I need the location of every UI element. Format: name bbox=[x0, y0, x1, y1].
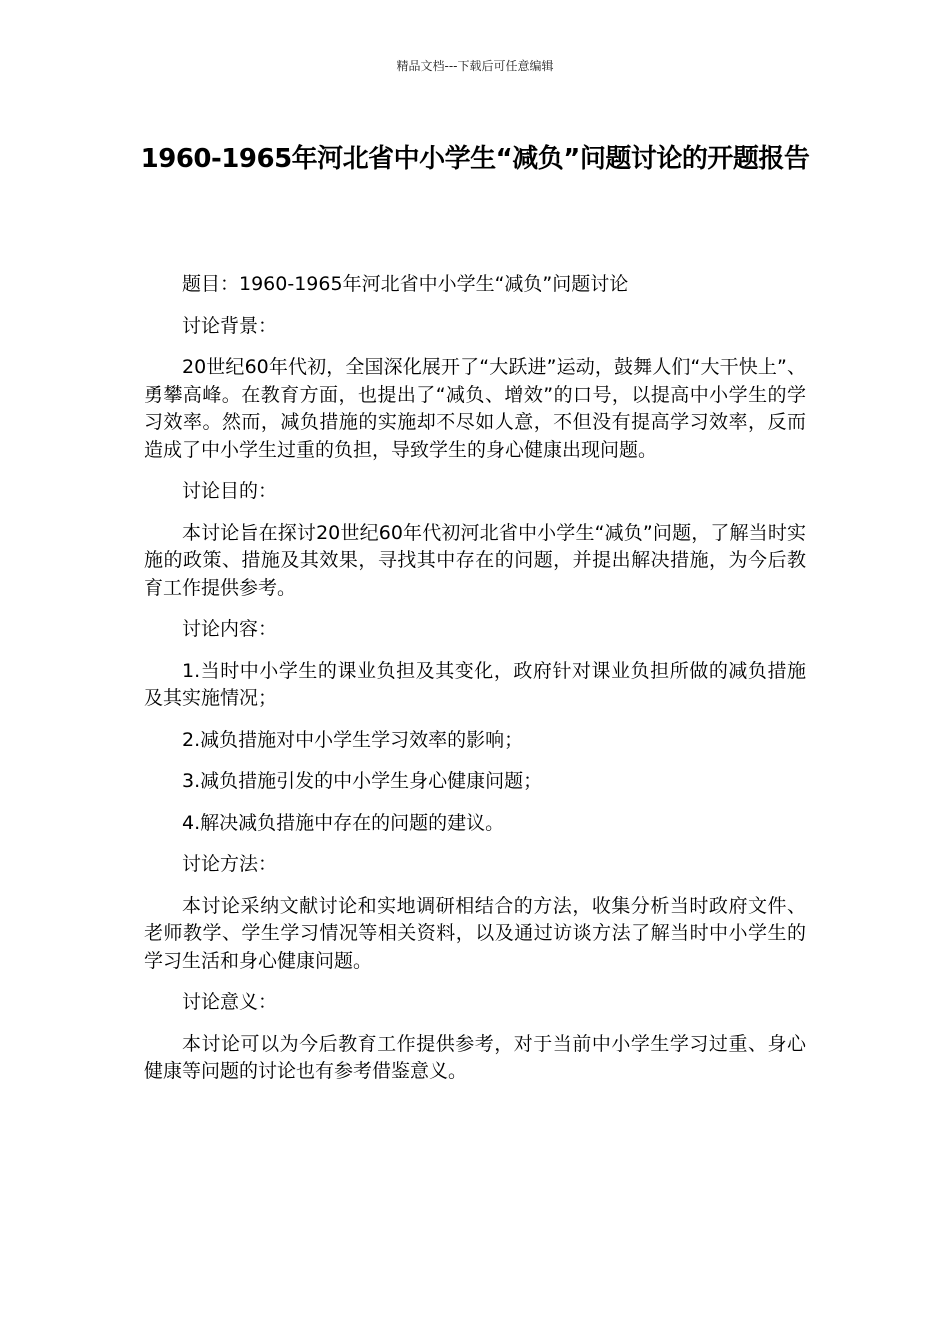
content-item-1: 1.当时中小学生的课业负担及其变化，政府针对课业负担所做的减负措施及其实施情况； bbox=[144, 659, 806, 709]
heading-significance: 讨论意义： bbox=[182, 991, 278, 1013]
heading-method: 讨论方法： bbox=[182, 853, 278, 875]
paragraph-purpose: 本讨论旨在探讨20世纪60年代初河北省中小学生“减负”问题，了解当时实施的政策、措施及其效果，寻找其中存在的问题，并提出解决措施，为今后教育工作提供参考。 bbox=[144, 521, 806, 599]
paragraph-topic: 题目：1960-1965年河北省中小学生“减负”问题讨论 bbox=[182, 273, 629, 295]
paragraph-significance: 本讨论可以为今后教育工作提供参考，对于当前中小学生学习过重、身心健康等问题的讨论也有参考借鉴意义。 bbox=[144, 1032, 806, 1082]
content-item-4: 4.解决减负措施中存在的问题的建议。 bbox=[182, 811, 505, 834]
content-item-2: 2.减负措施对中小学生学习效率的影响； bbox=[182, 728, 524, 751]
paragraph-background: 20世纪60年代初，全国深化展开了“大跃进”运动，鼓舞人们“大干快上”、勇攀高峰。在教育方面，也提出了“减负、增效”的口号，以提高中小学生的学习效率。然而，减负措施的实施却不尽如人意，不但没有提高学习效率，反而造成了中小学生过重的负担，导致学生的身心健康出现问题。 bbox=[144, 356, 806, 461]
heading-purpose: 讨论目的： bbox=[182, 480, 278, 502]
heading-content: 讨论内容： bbox=[182, 618, 278, 640]
content-item-3: 3.减负措施引发的中小学生身心健康问题； bbox=[182, 770, 543, 792]
paragraph-method: 本讨论采纳文献讨论和实地调研相结合的方法，收集分析当时政府文件、老师教学、学生学习情况等相关资料，以及通过访谈方法了解当时中小学生的学习生活和身心健康问题。 bbox=[144, 894, 806, 972]
page-header: 精品文档---下载后可任意编辑 bbox=[396, 59, 554, 73]
document-body bbox=[144, 271, 806, 1100]
heading-background: 讨论背景： bbox=[182, 314, 278, 337]
document-title: 1960-1965年河北省中小学生“减负”问题讨论的开题报告 bbox=[140, 144, 810, 174]
